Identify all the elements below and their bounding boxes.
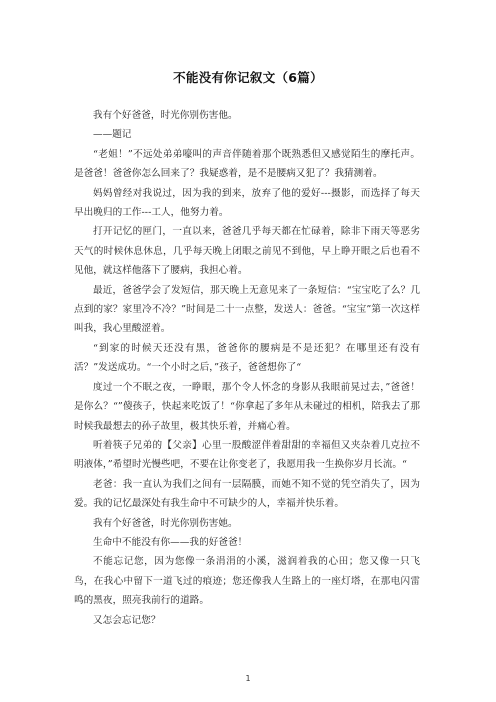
paragraph: 最近，爸爸学会了发短信，那天晚上无意见来了一条短信：“宝宝吃了么？几点到的家？家里冷不冷？”时间是二十一点整，发送人：爸爸。“宝宝”第一次这样叫我，我心里酸涩着。 — [74, 284, 420, 335]
paragraph: 我有个好爸爸，时光你别伤害她。 — [93, 517, 238, 529]
document-title: 不能没有你记叙文（6篇） — [173, 70, 323, 85]
document-body — [74, 106, 420, 630]
paragraph: 听着筷子兄弟的【父亲】心里一股酸涩伴着甜甜的幸福但又夹杂着几克拉不明液体，”希望时光慢些吧，不要在让你变老了，我愿用我一生换你岁月长流。“ — [74, 439, 420, 471]
paragraph: 打开记忆的匣门，一直以来，爸爸几乎每天都在忙碌着，除非下雨天等恶劣天气的时候休息休息，几乎每天晚上闭眼之前见不到他，早上睁开眼之后也看不见他，就这样他落下了腰病，我担心着。 — [74, 226, 420, 277]
paragraph: “到家的时候天还没有黑，爸爸你的腰病是不是还犯？在哪里还有没有活？”发送成功。“一个小时之后，”孩子，爸爸想你了“ — [74, 342, 420, 374]
paragraph: 生命中不能没有你——我的好爸爸！ — [93, 536, 248, 548]
page-number: 1 — [245, 674, 251, 683]
paragraph: 度过一个不眠之夜，一睁眼，那个令人怀念的身影从我眼前晃过去，”爸爸！是你么？“”傻孩子，快起来吃饭了！“你拿起了多年从未碰过的相机，陪我去了那时候我最想去的孙子故里，极其快乐着，并痛心着。 — [74, 381, 420, 432]
paragraph: 不能忘记您，因为您像一条涓涓的小溪，滋润着我的心田；您又像一只飞鸟，在我心中留下一道飞过的痕迹；您还像我人生路上的一座灯塔，在那电闪雷鸣的黑夜，照亮我前行的道路。 — [74, 556, 420, 607]
paragraph: “老姐！”不远处弟弟嚎叫的声音伴随着那个既熟悉但又感觉陌生的摩托声。是爸爸！爸爸你怎么回来了？我疑惑着，是不是腰病又犯了？我猜测着。 — [74, 148, 420, 180]
epigraph-attribution: ——题记 — [93, 129, 132, 141]
paragraph: 妈妈曾经对我说过，因为我的到来，放弃了他的爱好---摄影，而选择了每天早出晚归的工作---工人，他努力着。 — [74, 187, 420, 219]
paragraph: 老爸：我一直认为我们之间有一层隔膜，而她不知不觉的凭空消失了，因为爱。我的记忆最深处有我生命中不可缺少的人，幸福并快乐着。 — [74, 478, 420, 510]
paragraph: 我有个好爸爸，时光你别伤害他。 — [93, 110, 238, 121]
paragraph: 又怎会忘记您？ — [93, 614, 161, 626]
